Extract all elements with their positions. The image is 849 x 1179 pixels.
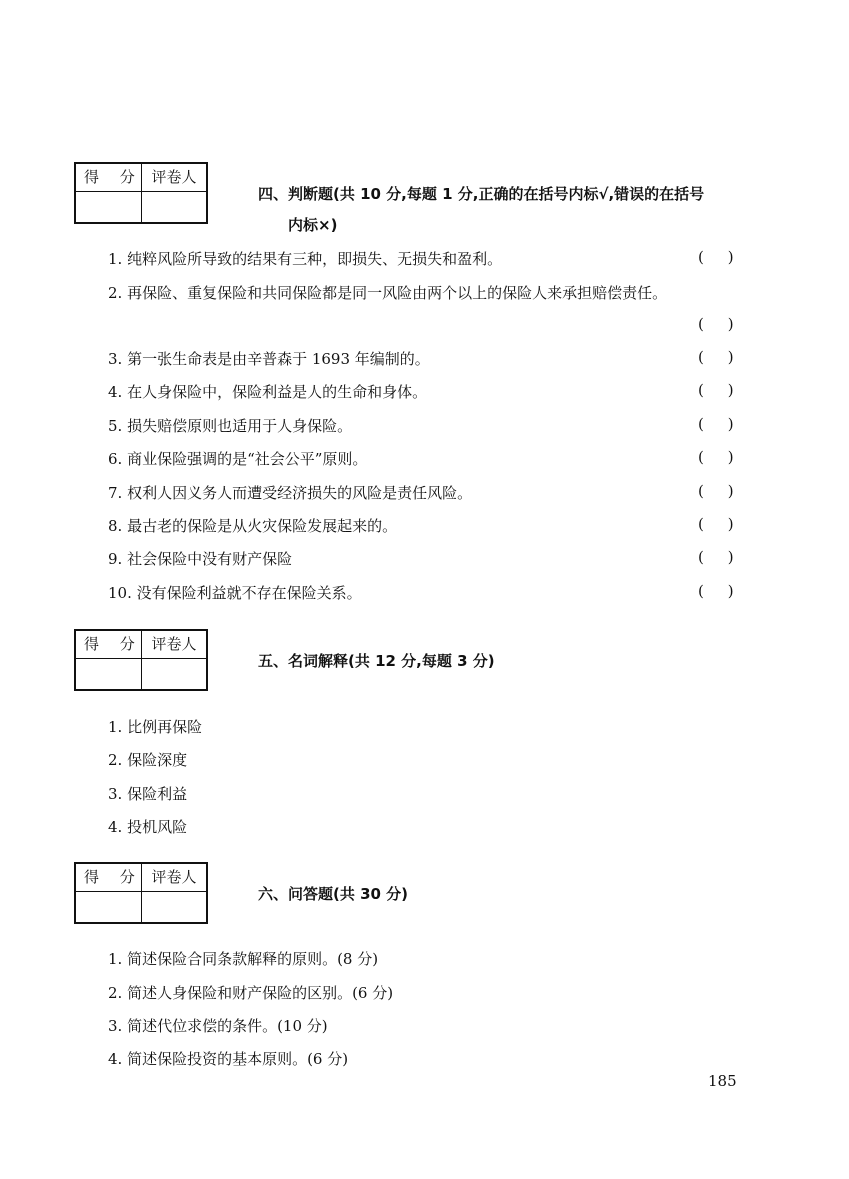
score-cell: [76, 659, 142, 689]
judge-item: 7. 权利人因义务人而遭受经济损失的风险是责任风险。: [108, 484, 473, 502]
judge-item: 10. 没有保险利益就不存在保险关系。: [108, 584, 362, 602]
judge-item: 3. 第一张生命表是由辛普森于 1693 年编制的。: [108, 350, 430, 368]
judge-item: 9. 社会保险中没有财产保险: [108, 550, 293, 568]
grader-cell: [142, 192, 206, 222]
page-number: 185: [708, 1072, 737, 1090]
answer-paren[interactable]: ( ): [698, 548, 734, 566]
term-item: 3. 保险利益: [108, 785, 188, 803]
answer-paren[interactable]: ( ): [698, 315, 734, 333]
section-title-judge: 四、判断题(共 10 分,每题 1 分,正确的在括号内标√,错误的在括号: [258, 185, 705, 203]
grader-cell: [142, 659, 206, 689]
qa-item: 2. 简述人身保险和财产保险的区别。(6 分): [108, 984, 394, 1002]
judge-item: 8. 最古老的保险是从火灾保险发展起来的。: [108, 517, 398, 535]
section-title-terms: 五、名词解释(共 12 分,每题 3 分): [258, 652, 495, 670]
score-label: 得 分: [76, 631, 142, 659]
answer-paren[interactable]: ( ): [698, 482, 734, 500]
answer-paren[interactable]: ( ): [698, 381, 734, 399]
judge-item: 4. 在人身保险中，保险利益是人的生命和身体。: [108, 383, 428, 401]
judge-item: 2. 再保险、重复保险和共同保险都是同一风险由两个以上的保险人来承担赔偿责任。: [108, 284, 668, 302]
grader-label: 评卷人: [142, 864, 206, 892]
answer-paren[interactable]: ( ): [698, 415, 734, 433]
grader-label: 评卷人: [142, 164, 206, 192]
term-item: 1. 比例再保险: [108, 718, 203, 736]
answer-paren[interactable]: ( ): [698, 348, 734, 366]
judge-item: 1. 纯粹风险所导致的结果有三种，即损失、无损失和盈利。: [108, 250, 503, 268]
score-table-judge: [74, 162, 208, 224]
grader-label: 评卷人: [142, 631, 206, 659]
judge-item: 5. 损失赔偿原则也适用于人身保险。: [108, 417, 353, 435]
answer-paren[interactable]: ( ): [698, 515, 734, 533]
answer-paren[interactable]: ( ): [698, 448, 734, 466]
score-label: 得 分: [76, 864, 142, 892]
qa-item: 3. 简述代位求偿的条件。(10 分): [108, 1017, 328, 1035]
term-item: 4. 投机风险: [108, 818, 188, 836]
score-label: 得 分: [76, 164, 142, 192]
score-cell: [76, 892, 142, 922]
section-title-judge-line2: 内标×): [288, 216, 338, 234]
term-item: 2. 保险深度: [108, 751, 188, 769]
answer-paren[interactable]: ( ): [698, 248, 734, 266]
score-cell: [76, 192, 142, 222]
judge-item: 6. 商业保险强调的是“社会公平”原则。: [108, 450, 368, 468]
score-table-terms: [74, 629, 208, 691]
section-title-qa: 六、问答题(共 30 分): [258, 885, 409, 903]
grader-cell: [142, 892, 206, 922]
score-table-qa: [74, 862, 208, 924]
qa-item: 1. 简述保险合同条款解释的原则。(8 分): [108, 950, 379, 968]
answer-paren[interactable]: ( ): [698, 582, 734, 600]
qa-item: 4. 简述保险投资的基本原则。(6 分): [108, 1050, 349, 1068]
